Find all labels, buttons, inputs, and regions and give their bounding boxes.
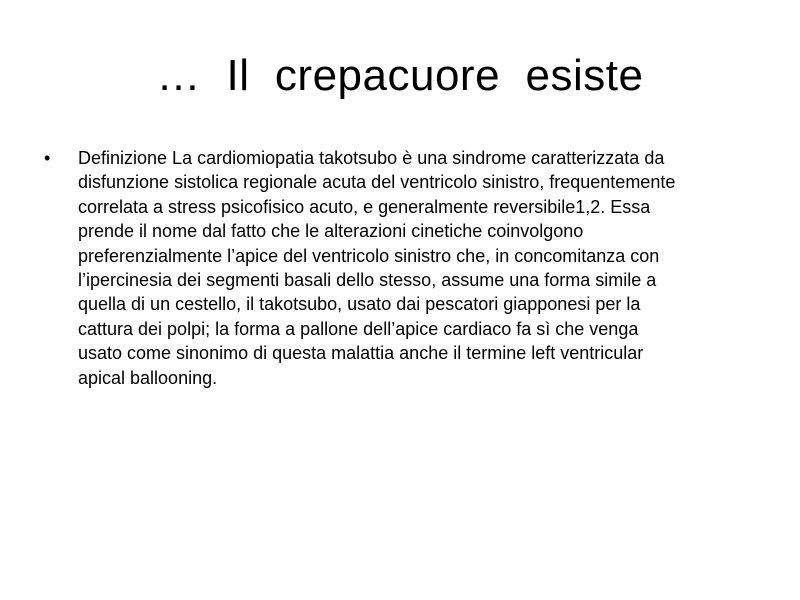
bullet-text-line: l’ipercinesia dei segmenti basali dello stesso, assume una forma simile a xyxy=(78,270,657,291)
bullet-text-line: usato come sinonimo di questa malattia anche il termine left ventricular xyxy=(78,343,644,364)
bullet-text-line: preferenzialmente l’apice del ventricolo sinistro che, in concomitanza con xyxy=(78,245,660,266)
bullet-item xyxy=(44,146,744,390)
bullet-text-line: prende il nome dal fatto che le alterazioni cinetiche coinvolgono xyxy=(78,221,584,242)
bullet-text xyxy=(78,146,744,390)
bullet-text-line: Definizione La cardiomiopatia takotsubo è una sindrome caratterizzata da xyxy=(78,148,665,168)
bullet-text-line: apical ballooning. xyxy=(78,367,218,388)
bullet-text-line: correlata a stress psicofisico acuto, e generalmente reversibile1,2. Essa xyxy=(78,196,651,217)
bullet-text-line: disfunzione sistolica regionale acuta del ventricolo sinistro, frequentemente xyxy=(78,172,676,193)
slide-title: … Il crepacuore esiste xyxy=(156,51,644,100)
bullet-dot-icon: • xyxy=(44,148,51,168)
bullet-text-line: cattura dei polpi; la forma a pallone dell’apice cardiaco fa sì che venga xyxy=(78,318,639,339)
bullet-list xyxy=(44,146,744,390)
bullet-text-line: quella di un cestello, il takotsubo, usato dai pescatori giapponesi per la xyxy=(78,294,641,315)
